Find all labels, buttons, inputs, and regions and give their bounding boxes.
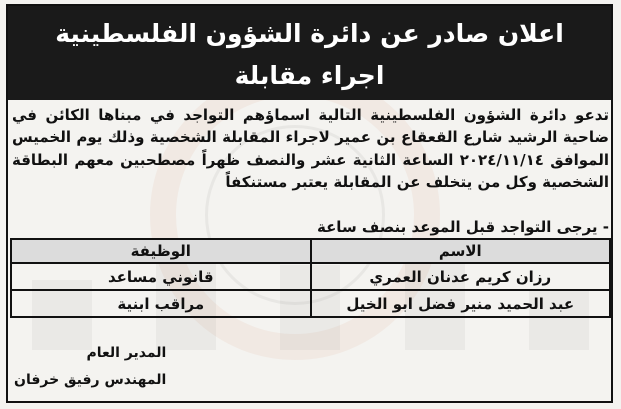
header-job: الوظيفة	[11, 239, 311, 263]
announcement-subtitle: اجراء مقابلة	[234, 61, 385, 90]
candidate-name: عبد الحميد منير فضل ابو الخيل	[311, 290, 611, 317]
candidate-job: مراقب ابنية	[11, 290, 311, 317]
signature-name: المهندس رفيق خرفان	[14, 372, 167, 388]
header-name: الاسم	[311, 239, 611, 263]
signature-position: المدير العام	[86, 345, 167, 361]
arrival-note: - يرجى التواجد قبل الموعد بنصف ساعة	[316, 218, 609, 236]
candidate-job: قانوني مساعد	[11, 263, 311, 290]
candidate-name: رزان كريم عدنان العمري	[311, 263, 611, 290]
announcement-border	[6, 4, 613, 403]
announcement-title: اعلان صادر عن دائرة الشؤون الفلسطينية	[55, 19, 564, 48]
announcement-body: تدعو دائرة الشؤون الفلسطينية التالية اسماؤهم التواجد في مبناها الكائن في ضاحية الرشيد شارع القعقاع بن عمير لاجراء المقابلة الشخصية وذلك يوم الخميس الموافق ٢٠٢٤/١١/١٤ الساعة الثانية عشر والنصف ظهراً مصطحبين معهم البطاقة الشخصية وكل من يتخلف عن المقابلة يعتبر مستنكفاً	[12, 106, 609, 192]
